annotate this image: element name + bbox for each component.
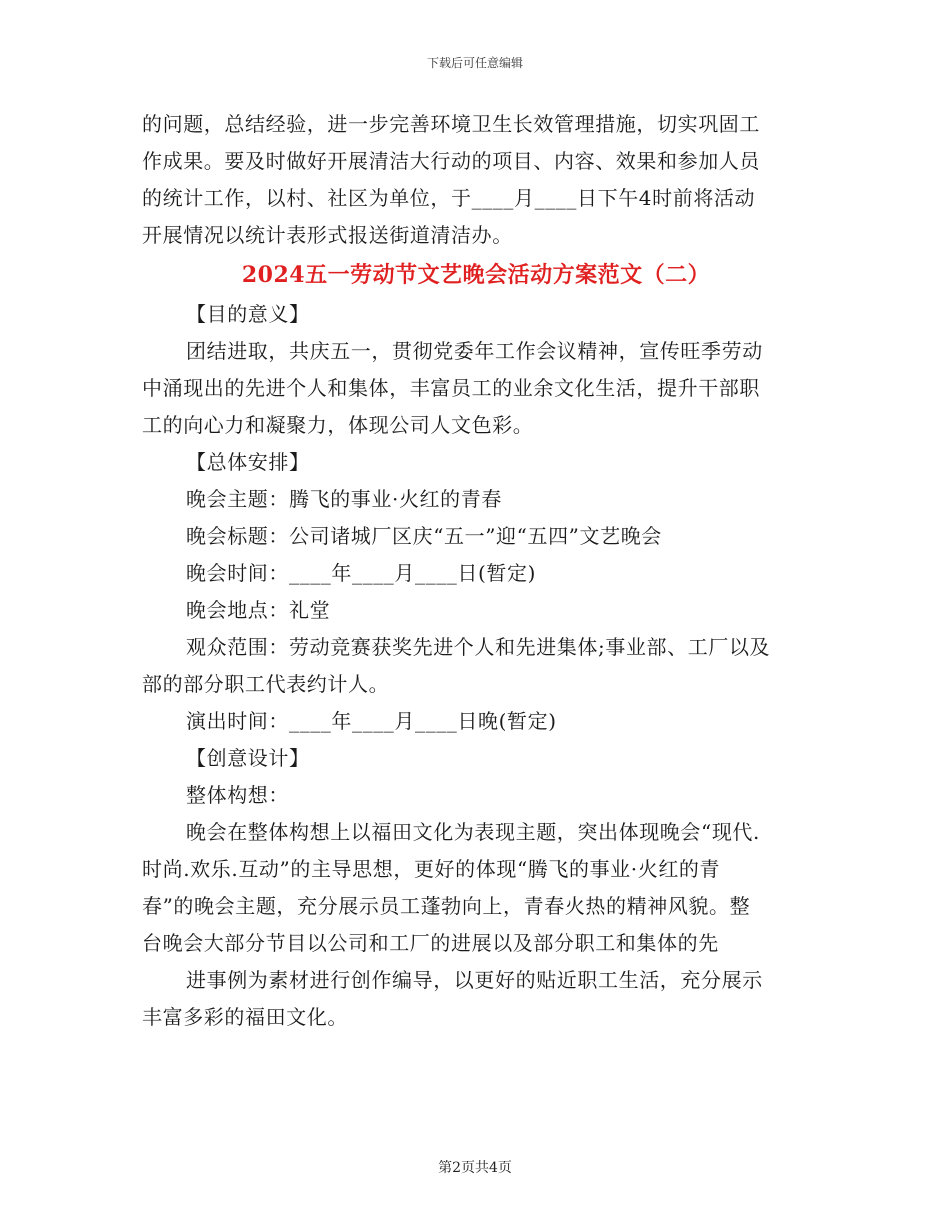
- paragraph-line: 部的部分职工代表约计人。: [142, 672, 390, 696]
- arrangement-heading: 【总体安排】: [186, 450, 310, 474]
- paragraph-line: 的统计工作，以村、社区为单位，于____月____日下午4时前将活动: [142, 186, 756, 210]
- page-number: 第2页共4页: [438, 1160, 512, 1176]
- paragraph-line: 台晚会大部分节目以公司和工厂的进展以及部分职工和集体的先: [142, 931, 719, 955]
- show-time: 演出时间：____年____月____日晚(暂定): [186, 709, 557, 733]
- paragraph-line: 开展情况以统计表形式报送街道清洁办。: [142, 223, 513, 247]
- paragraph-line: 中涌现出的先进个人和集体，丰富员工的业余文化生活，提升干部职: [142, 376, 760, 400]
- design-heading: 【创意设计】: [186, 746, 310, 770]
- paragraph-line: 丰富多彩的福田文化。: [142, 1005, 348, 1029]
- page-header: 下载后可任意编辑: [426, 56, 523, 70]
- paragraph-line: 进事例为素材进行创作编导，以更好的贴近职工生活，充分展示: [186, 968, 763, 992]
- concept-heading: 整体构想：: [186, 783, 289, 807]
- paragraph-line: 作成果。要及时做好开展清洁大行动的项目、内容、效果和参加人员: [142, 149, 760, 173]
- party-time: 晚会时间：____年____月____日(暂定): [186, 561, 537, 585]
- party-title: 晚会标题：公司诸城厂区庆“五一”迎“五四”文艺晚会: [186, 524, 662, 548]
- purpose-heading: 【目的意义】: [186, 302, 310, 326]
- paragraph-line: 的问题，总结经验，进一步完善环境卫生长效管理措施，切实巩固工: [142, 112, 760, 136]
- paragraph-line: 工的向心力和凝聚力，体现公司人文色彩。: [142, 413, 534, 437]
- paragraph-line: 团结进取，共庆五一，贯彻党委年工作会议精神，宣传旺季劳动: [186, 339, 763, 363]
- paragraph-line: 春”的晚会主题，充分展示员工蓬勃向上，青春火热的精神风貌。整: [142, 894, 751, 918]
- paragraph-line: 时尚.欢乐.互动”的主导思想，更好的体现“腾飞的事业·火红的青: [142, 857, 721, 881]
- party-theme: 晚会主题：腾飞的事业·火红的青春: [186, 487, 502, 511]
- party-venue: 晚会地点：礼堂: [186, 598, 331, 622]
- paragraph-line: 晚会在整体构想上以福田文化为表现主题，突出体现晚会“现代.: [186, 820, 760, 844]
- section-title: 2024五一劳动节文艺晚会活动方案范文（二）: [241, 262, 711, 288]
- paragraph-line: 观众范围：劳动竞赛获奖先进个人和先进集体;事业部、工厂以及: [186, 635, 771, 659]
- document-body: [142, 106, 810, 1036]
